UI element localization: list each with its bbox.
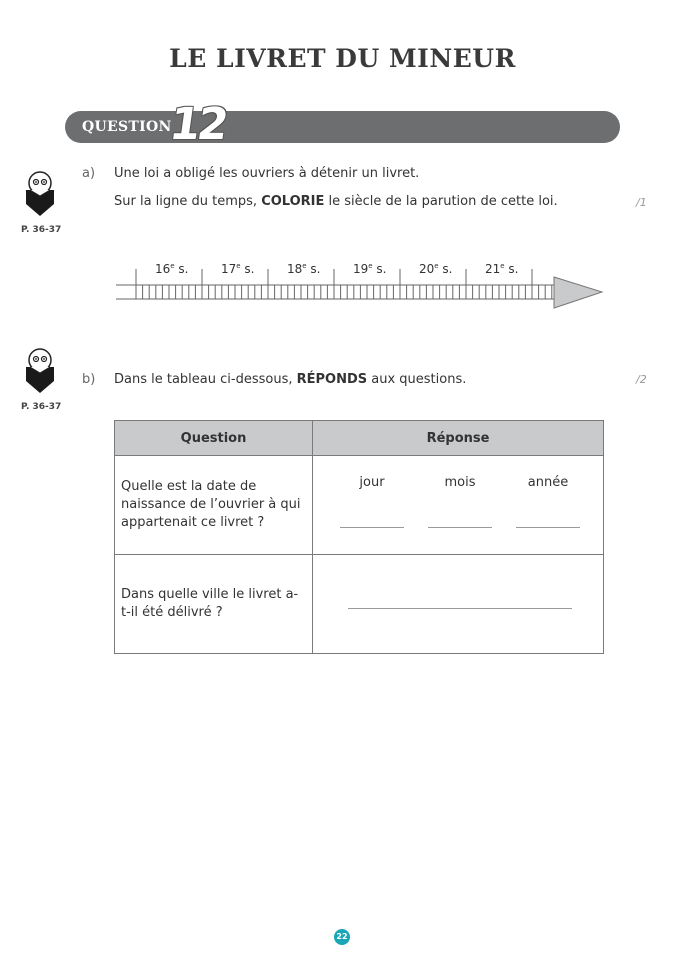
reader-mascot-icon [22,347,58,399]
part-a-letter: a) [82,166,96,181]
header-question: Question [115,421,313,456]
century-label[interactable] [287,262,320,276]
part-b-score: /2 [636,373,647,386]
century-suffix: s. [504,262,519,276]
century-superscript: e [236,262,241,270]
century-number: 21 [485,262,501,276]
part-a-line2-bold: COLORIE [261,194,325,209]
century-superscript: e [368,262,373,270]
page-reference: P. 36-37 [21,402,62,412]
part-a-line2-prefix: Sur la ligne du temps, [114,194,262,209]
century-number: 18 [287,262,303,276]
question-label: QUESTION [82,119,172,135]
century-suffix: s. [372,262,387,276]
century-superscript: e [500,262,505,270]
reader-mascot-icon [22,170,58,222]
question-cell-2: Dans quelle ville le livret a-t-il été délivré ? [115,555,313,654]
answer-cell-2 [313,555,604,654]
part-b-letter: b) [82,372,96,387]
field-label-mois: mois [444,475,476,490]
century-label[interactable] [353,262,386,276]
timeline-arrow-icon [554,277,602,308]
page-number: 22 [334,929,350,945]
part-b-suffix: aux questions. [367,372,467,387]
part-b-prefix: Dans le tableau ci-dessous, [114,372,297,387]
field-label-annee: année [527,475,569,490]
century-superscript: e [434,262,439,270]
page-title: LE LIVRET DU MINEUR [169,44,516,73]
century-number: 19 [353,262,369,276]
header-answer: Réponse [313,421,604,456]
city-answer-line[interactable] [348,608,572,609]
question-number: 12 [166,99,229,150]
century-label[interactable] [485,262,518,276]
century-suffix: s. [306,262,321,276]
answer-table [114,420,604,654]
century-number: 17 [221,262,237,276]
century-number: 16 [155,262,171,276]
century-label[interactable] [221,262,254,276]
field-label-jour: jour [359,475,385,490]
part-a-line2 [114,194,558,209]
day-answer-line[interactable] [340,527,404,528]
century-number: 20 [419,262,435,276]
part-a-line2-suffix: le siècle de la parution de cette loi. [324,194,558,209]
part-a-score: /1 [636,196,647,209]
century-suffix: s. [174,262,189,276]
century-superscript: e [302,262,307,270]
answer-cell-1 [313,456,604,555]
month-answer-line[interactable] [428,527,492,528]
question-cell-1: Quelle est la date de naissance de l’ouvrier à qui appartenait ce livret ? [115,456,313,555]
part-b-bold: RÉPONDS [296,372,368,387]
century-label[interactable] [419,262,452,276]
century-label[interactable] [155,262,188,276]
century-suffix: s. [240,262,255,276]
year-answer-line[interactable] [516,527,580,528]
page-reference: P. 36-37 [21,225,62,235]
part-a-line1: Une loi a obligé les ouvriers à détenir un livret. [114,166,420,181]
century-suffix: s. [438,262,453,276]
century-superscript: e [170,262,175,270]
part-b-instruction [114,372,466,387]
